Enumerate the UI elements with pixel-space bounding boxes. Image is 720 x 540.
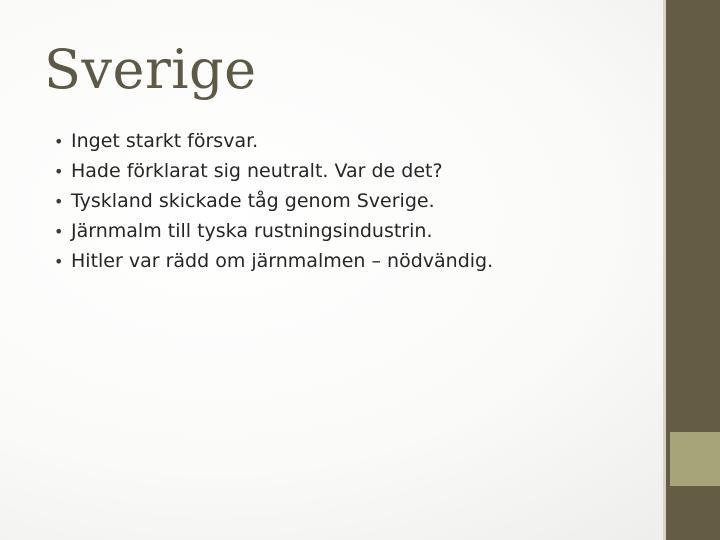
side-accent-block [670, 432, 720, 486]
bullet-item [54, 220, 654, 250]
bullet-text: Hitler var rädd om järnmalmen – nödvändig. [71, 250, 494, 272]
bullet-dot-icon: • [54, 192, 64, 211]
bullet-list [54, 130, 654, 280]
bullet-text: Järnmalm till tyska rustningsindustrin. [71, 220, 433, 242]
bullet-dot-icon: • [54, 252, 64, 271]
slide-title: Sverige [44, 38, 257, 101]
bullet-text: Tyskland skickade tåg genom Sverige. [71, 190, 435, 212]
bullet-item [54, 130, 654, 160]
bullet-item [54, 160, 654, 190]
bullet-item [54, 250, 654, 280]
bullet-text: Hade förklarat sig neutralt. Var de det? [71, 160, 443, 182]
bullet-dot-icon: • [54, 222, 64, 241]
bullet-item [54, 190, 654, 220]
bullet-text: Inget starkt försvar. [71, 130, 259, 152]
bullet-dot-icon: • [54, 162, 64, 181]
bullet-dot-icon: • [54, 132, 64, 151]
